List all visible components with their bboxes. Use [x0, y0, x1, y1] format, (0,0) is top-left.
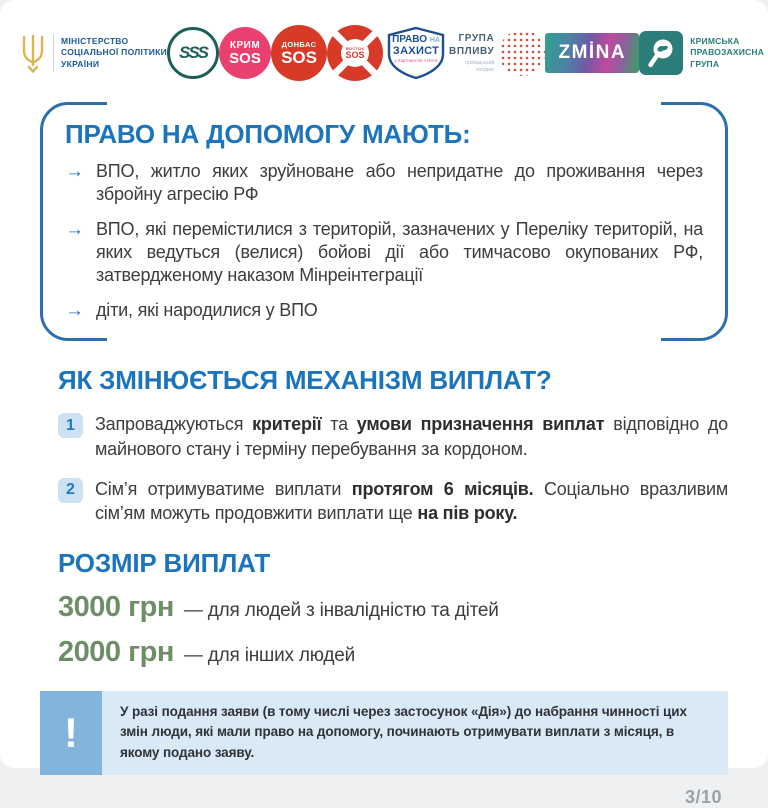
hrupa-vplyvu-logo	[449, 30, 545, 76]
arrow-icon: →	[65, 219, 84, 241]
mechanism-title: ЯК ЗМІНЮЄТЬСЯ МЕХАНІЗМ ВИПЛАТ?	[58, 365, 552, 396]
hrupa-subtitle	[449, 60, 494, 73]
amount-row	[58, 591, 728, 624]
magnifier-crimea-icon	[639, 31, 683, 75]
eligibility-item-text: діти, які народилися у ВПО	[96, 300, 318, 321]
mechanism-item	[58, 477, 728, 526]
ministry-logo	[20, 33, 167, 73]
arrow-icon: →	[65, 161, 84, 182]
lifebuoy-core	[341, 39, 369, 67]
vostok-sos-line1: ВОСТОК	[345, 46, 365, 51]
amount-value: 3000 грн	[58, 590, 174, 623]
step-number-badge: 2	[58, 478, 83, 503]
sss-logo-text: SSS	[179, 43, 208, 62]
eligibility-item-text: ВПО, які перемістилися з територій, зазначених у Переліку територій, на яких ведуться (велися) бойові дії або тимчасово окупованих РФ, затвердженому наказом Мінреінтеграції	[96, 219, 703, 286]
hrupa-word2: ВПЛИВУ	[449, 45, 495, 57]
krym-sos-logo	[219, 27, 271, 79]
mechanism-item	[58, 412, 728, 461]
hrupa-sub1: громадський	[464, 60, 495, 66]
ukraine-trident-icon	[20, 33, 46, 73]
pravo-word1: ПРАВО	[392, 34, 428, 45]
dotted-circle-icon	[499, 30, 545, 76]
amount-description: — для людей з інвалідністю та дітей	[183, 599, 499, 621]
pravo-word3: ЗАХИСТ	[392, 45, 440, 57]
ministry-line-3: УКРАЇНИ	[61, 58, 100, 69]
krym-sos-line2: SOS	[229, 50, 261, 67]
hrupa-text	[449, 33, 494, 73]
pravo-line1	[383, 34, 449, 45]
pravo-subtitle: у партнерстві з HIAS	[394, 58, 438, 64]
amount-description: — для інших людей	[183, 644, 356, 666]
zmina-logo-text: ZMİNA	[558, 42, 627, 63]
ministry-line-1: МІНІСТЕРСТВО	[61, 35, 129, 46]
zmina-logo	[545, 33, 639, 73]
eligibility-item	[65, 160, 703, 206]
donbas-sos-line1: ДОНБАС	[281, 40, 317, 49]
arrow-icon: →	[65, 300, 84, 322]
amount-row	[58, 636, 728, 669]
hrupa-sub2: холдинг	[475, 66, 495, 73]
note-body	[102, 691, 728, 776]
kpg-text	[690, 36, 764, 69]
pravo-word2: НА	[429, 37, 440, 44]
ministry-logo-text	[61, 36, 167, 70]
donbas-sos-logo	[271, 25, 327, 81]
eligibility-title: ПРАВО НА ДОПОМОГУ МАЮТЬ:	[65, 119, 471, 149]
page-number: 3/10	[684, 787, 722, 808]
amount-value: 2000 грн	[58, 635, 174, 668]
partner-logos-header	[0, 0, 768, 94]
eligibility-item	[65, 299, 703, 322]
vostok-sos-line2: SOS	[345, 50, 365, 60]
eligibility-item	[65, 218, 703, 287]
sss-logo	[167, 27, 219, 79]
vostok-sos-logo	[327, 25, 383, 81]
kpg-line1: КРИМСЬКА	[690, 36, 740, 47]
hrupa-word1: ГРУПА	[458, 33, 495, 44]
kpg-line3: ГРУПА	[690, 58, 720, 69]
important-note	[40, 691, 728, 776]
krym-pravozakhysna-logo	[639, 31, 764, 75]
mechanism-item-text: Сім’я отримуватиме виплати протягом 6 місяців. Соціально вразливим сім’ям можуть продовжити виплати ще на пів року.	[95, 478, 728, 524]
krym-sos-line1: КРИМ	[229, 40, 261, 51]
kpg-line2: ПРАВОЗАХИСНА	[690, 47, 765, 58]
mechanism-item-text: Запроваджуються критерії та умови призначення виплат відповідно до майнового стану і терміну перебування за кордоном.	[95, 414, 728, 459]
step-number-badge: 1	[58, 413, 83, 438]
amounts-title: РОЗМІР ВИПЛАТ	[58, 547, 271, 578]
exclamation-icon: !	[40, 691, 102, 776]
eligibility-box	[40, 102, 728, 341]
ministry-line-2: СОЦІАЛЬНОЇ ПОЛІТИКИ	[61, 47, 168, 58]
eligibility-item-text: ВПО, житло яких зруйноване або непридатне до проживання через збройну агресію РФ	[96, 161, 703, 205]
note-text: У разі подання заяви (в тому числі через застосунок «Дія») до набрання чинності цих змін люди, які мали право на допомогу, починають отримувати виплати з місяця, в якому подано заяву.	[120, 703, 687, 761]
donbas-sos-line2: SOS	[281, 48, 317, 67]
logo-divider	[53, 34, 54, 72]
pravo-na-zakhyst-logo	[383, 25, 449, 81]
mechanism-section	[0, 365, 768, 668]
shield-text	[383, 34, 449, 64]
hrupa-line1	[449, 33, 494, 58]
